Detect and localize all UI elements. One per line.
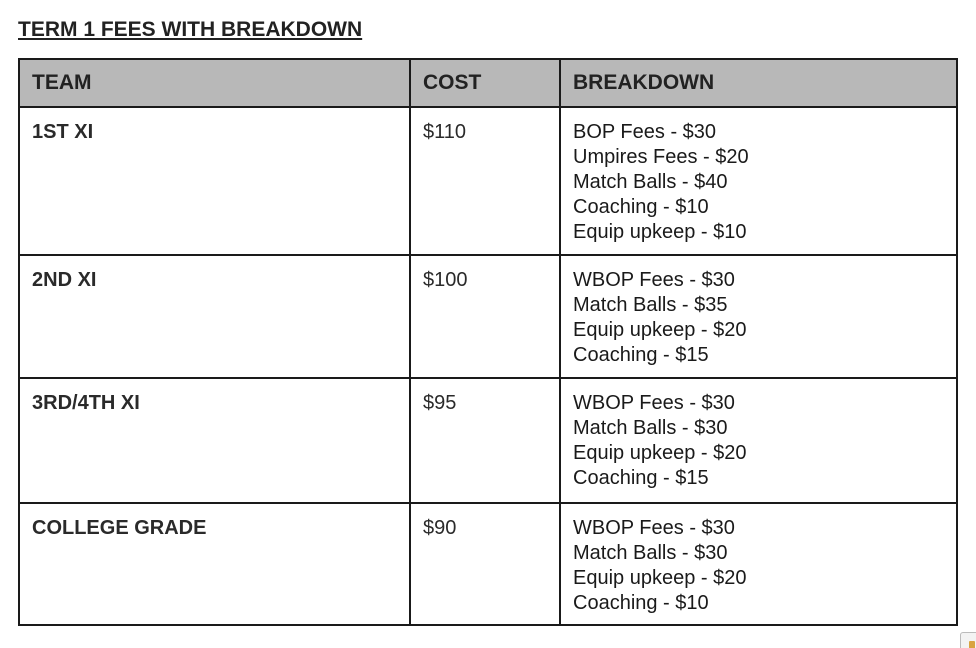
breakdown-cell xyxy=(560,378,957,503)
team-cell: 3RD/4TH XI xyxy=(19,378,410,503)
breakdown-line: WBOP Fees - $30 xyxy=(573,517,735,539)
breakdown-line: BOP Fees - $30 xyxy=(573,121,717,143)
cost-cell: $95 xyxy=(410,378,560,503)
fees-table xyxy=(18,58,958,626)
header-team: TEAM xyxy=(19,59,410,107)
breakdown-cell xyxy=(560,503,957,625)
breakdown-line: Match Balls - $30 xyxy=(573,542,728,564)
breakdown-line: WBOP Fees - $30 xyxy=(573,392,735,414)
cost-cell: $110 xyxy=(410,107,560,255)
table-row xyxy=(19,255,957,378)
breakdown-cell xyxy=(560,107,957,255)
breakdown-line: Match Balls - $30 xyxy=(573,417,728,439)
cost-cell: $90 xyxy=(410,503,560,625)
breakdown-cell xyxy=(560,255,957,378)
breakdown-line: Umpires Fees - $20 xyxy=(573,146,749,168)
header-cost: COST xyxy=(410,59,560,107)
team-cell: 2ND XI xyxy=(19,255,410,378)
breakdown-line: Equip upkeep - $20 xyxy=(573,319,747,341)
breakdown-line: Equip upkeep - $20 xyxy=(573,442,747,464)
table-row xyxy=(19,503,957,625)
breakdown-line: Match Balls - $35 xyxy=(573,294,728,316)
breakdown-line: Equip upkeep - $10 xyxy=(573,221,747,243)
table-header-row xyxy=(19,59,957,107)
table-row xyxy=(19,378,957,503)
table-row xyxy=(19,107,957,255)
breakdown-line: Coaching - $10 xyxy=(573,196,709,218)
document-title: TERM 1 FEES WITH BREAKDOWN xyxy=(18,18,363,41)
breakdown-line: WBOP Fees - $30 xyxy=(573,269,735,291)
breakdown-line: Match Balls - $40 xyxy=(573,171,728,193)
breakdown-line: Coaching - $10 xyxy=(573,592,709,614)
breakdown-line: Equip upkeep - $20 xyxy=(573,567,747,589)
cost-cell: $100 xyxy=(410,255,560,378)
team-cell: 1ST XI xyxy=(19,107,410,255)
breakdown-line: Coaching - $15 xyxy=(573,467,709,489)
team-cell: COLLEGE GRADE xyxy=(19,503,410,625)
breakdown-line: Coaching - $15 xyxy=(573,344,709,366)
corner-resize-handle-icon[interactable] xyxy=(960,632,976,648)
header-breakdown: BREAKDOWN xyxy=(560,59,957,107)
